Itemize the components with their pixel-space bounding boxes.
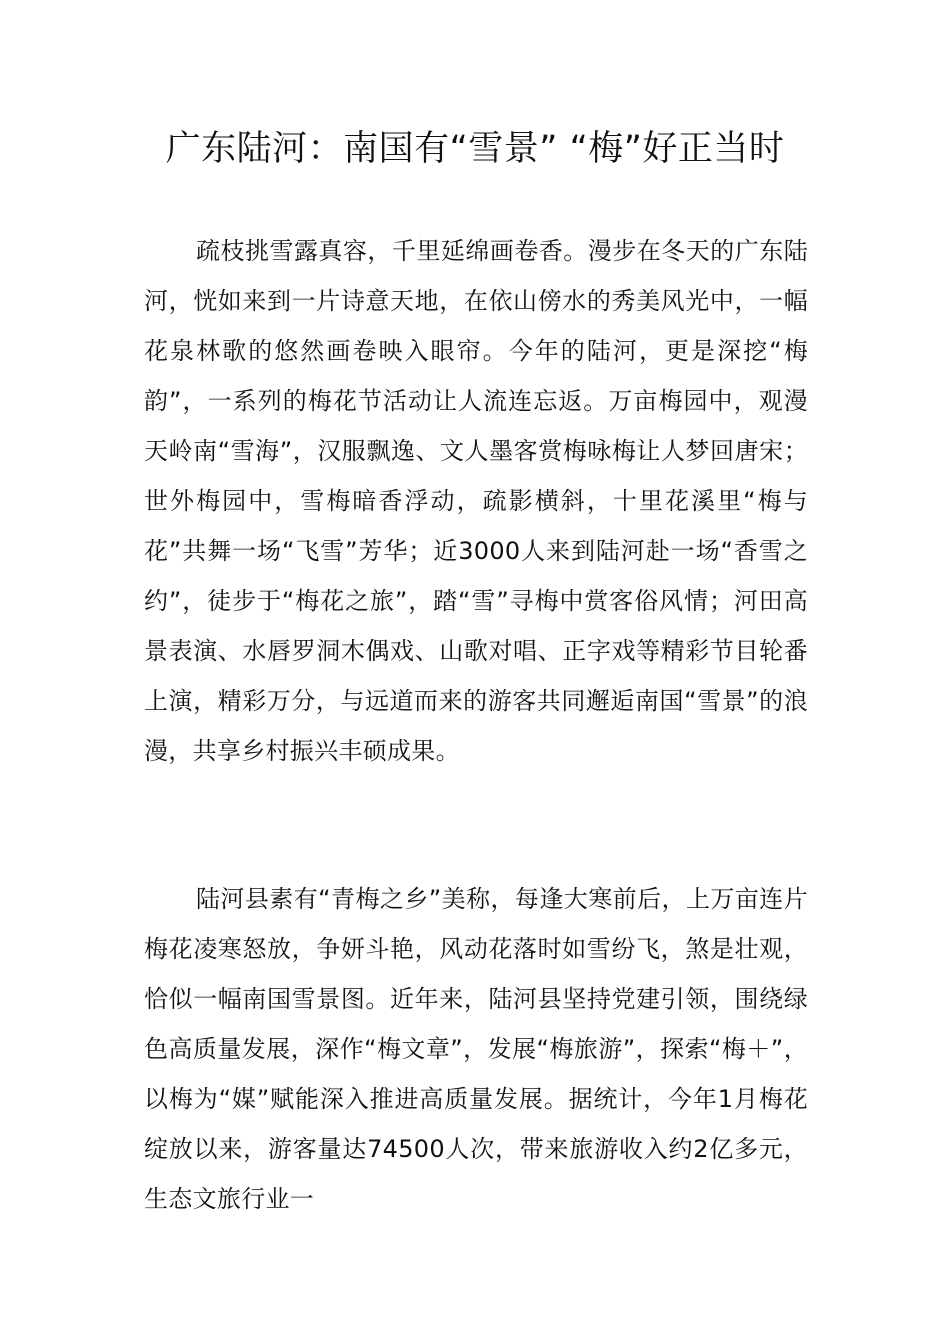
article-paragraph-1: 疏枝挑雪露真容，千里延绵画卷香。漫步在冬天的广东陆河，恍如来到一片诗意天地，在依山傍水的秀美风光中，一幅花泉林歌的悠然画卷映入眼帘。今年的陆河，更是深挖“梅韵”，一系列的梅花节活动让人流连忘返。万亩梅园中，观漫天岭南“雪海”，汉服飘逸、文人墨客赏梅咏梅让人梦回唐宋；世外梅园中，雪梅暗香浮动，疏影横斜，十里花溪里“梅与花”共舞一场“飞雪”芳华；近3000人来到陆河赴一场“香雪之约”，徒步于“梅花之旅”，踏“雪”寻梅中赏客俗风情；河田高景表演、水唇罗洞木偶戏、山歌对唱、正字戏等精彩节目轮番上演，精彩万分，与远道而来的游客共同邂逅南国“雪景”的浪漫，共享乡村振兴丰硕成果。 [144,237,808,765]
article-paragraph-2: 陆河县素有“青梅之乡”美称，每逢大寒前后，上万亩连片梅花凌寒怒放，争妍斗艳，风动花落时如雪纷飞，煞是壮观，恰似一幅南国雪景图。近年来，陆河县坚持党建引领，围绕绿色高质量发展，深作“梅文章”，发展“梅旅游”，探索“梅＋”，以梅为“媒”赋能深入推进高质量发展。据统计，今年1月梅花绽放以来，游客量达74500人次，带来旅游收入约2亿多元，生态文旅行业一 [144,885,808,1213]
article-title: 广东陆河：南国有“雪景” “梅”好正当时 [165,129,785,169]
